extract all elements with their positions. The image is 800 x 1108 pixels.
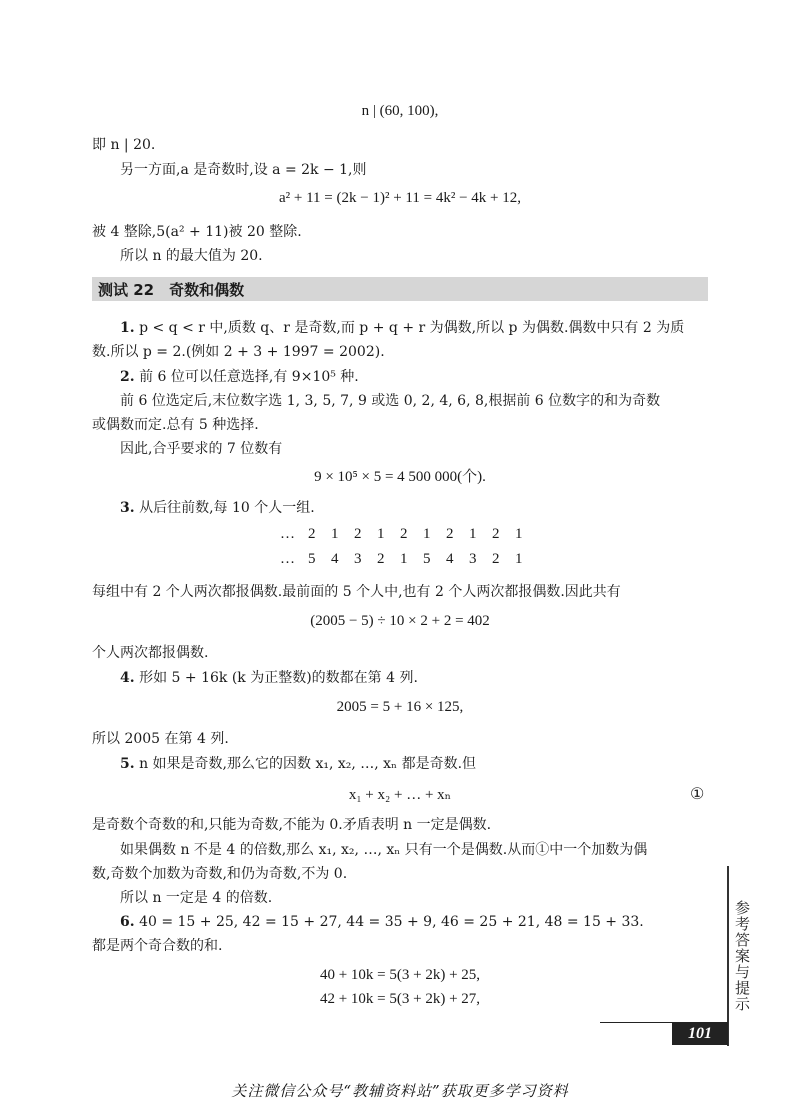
eq-2005: 2005 = 5 + 16 × 125,	[336, 699, 464, 715]
text-line: 每组中有 2 个人两次都报偶数.最前面的 5 个人中,也有 2 个人两次都报偶数.因此共有	[92, 584, 621, 600]
eq-n-divides: n | (60, 100),	[361, 103, 439, 119]
seq-cell: 5	[308, 551, 316, 567]
text-line: 另一方面,a 是奇数时,设 a = 2k − 1,则	[120, 162, 367, 178]
footer-watermark: 关注微信公众号“教辅资料站”获取更多学习资料	[231, 1082, 569, 1100]
seq-cell: 2	[377, 551, 385, 567]
section-title: 测试 22 奇数和偶数	[98, 281, 245, 299]
section-header	[92, 277, 708, 301]
side-label: 参考答案与提示	[733, 900, 751, 1012]
text-line: 个人两次都报偶数.	[92, 645, 209, 661]
text-line: 都是两个奇合数的和.	[92, 938, 223, 954]
eq-count: 9 × 10⁵ × 5 = 4 500 000(个).	[314, 469, 486, 485]
text-line: 所以 2005 在第 4 列.	[92, 731, 229, 747]
problem-5	[120, 754, 476, 774]
text-line: 如果偶数 n 不是 4 的倍数,那么 x₁, x₂, …, xₙ 只有一个是偶数.从而①中一个加数为偶	[120, 842, 648, 858]
seq-cell: 3	[354, 551, 362, 567]
text-line: 因此,合乎要求的 7 位数有	[120, 441, 283, 457]
seq-cell: 1	[423, 526, 431, 542]
problem-text: 前 6 位可以任意选择,有 9×10⁵ 种.	[139, 369, 359, 385]
text-line: 或偶数而定.总有 5 种选择.	[92, 417, 259, 433]
seq-cell: 4	[331, 551, 339, 567]
seq-cell: 2	[400, 526, 408, 542]
problem-4	[120, 668, 418, 688]
text-line: 数.所以 p = 2.(例如 2 + 3 + 1997 = 2002).	[92, 344, 385, 360]
problem-number: 5.	[120, 756, 135, 772]
seq-cell: 3	[469, 551, 477, 567]
problem-text: 40 = 15 + 25, 42 = 15 + 27, 44 = 35 + 9, 46 = 25 + 21, 48 = 15 + 33.	[139, 914, 644, 930]
problem-text: p < q < r 中,质数 q、r 是奇数,而 p + q + r 为偶数,所以 p 为偶数.偶数中只有 2 为质	[139, 320, 685, 336]
problem-number: 3.	[120, 500, 135, 516]
text-line: 数,奇数个加数为奇数,和仍为奇数,不为 0.	[92, 866, 348, 882]
problem-3	[120, 498, 315, 518]
problem-6	[120, 912, 644, 932]
seq-cell: 2	[308, 526, 316, 542]
seq-cell: …	[280, 551, 295, 567]
seq-cell: 5	[423, 551, 431, 567]
text-line: 所以 n 的最大值为 20.	[120, 248, 263, 264]
eq-42: 42 + 10k = 5(3 + 2k) + 27,	[319, 991, 481, 1007]
seq-cell: 1	[515, 551, 523, 567]
seq-cell: 1	[377, 526, 385, 542]
eq-40: 40 + 10k = 5(3 + 2k) + 25,	[319, 967, 481, 983]
seq-cell: 1	[331, 526, 339, 542]
problem-text: n 如果是奇数,那么它的因数 x₁, x₂, …, xₙ 都是奇数.但	[139, 756, 477, 772]
seq-cell: 1	[469, 526, 477, 542]
problem-number: 6.	[120, 914, 135, 930]
problem-text: 形如 5 + 16k (k 为正整数)的数都在第 4 列.	[139, 670, 418, 686]
page-number: 101	[688, 1025, 712, 1042]
seq-cell: 2	[354, 526, 362, 542]
text-line: 即 n | 20.	[92, 137, 156, 153]
problem-text: 从后往前数,每 10 个人一组.	[139, 500, 315, 516]
page-number-box	[672, 1023, 728, 1045]
text-line: 所以 n 一定是 4 的倍数.	[120, 890, 273, 906]
equation-marker: ①	[690, 784, 705, 803]
problem-1	[120, 318, 684, 338]
text-line: 被 4 整除,5(a² + 11)被 20 整除.	[92, 224, 302, 240]
seq-cell: …	[280, 526, 295, 542]
seq-cell: 1	[515, 526, 523, 542]
seq-cell: 1	[400, 551, 408, 567]
eq-402: (2005 − 5) ÷ 10 × 2 + 2 = 402	[310, 613, 490, 629]
text-line: 是奇数个奇数的和,只能为奇数,不能为 0.矛盾表明 n 一定是偶数.	[92, 817, 492, 833]
seq-cell: 2	[492, 551, 500, 567]
problem-number: 2.	[120, 369, 135, 385]
problem-number: 4.	[120, 670, 135, 686]
sequence-row-2	[280, 549, 540, 569]
problem-2	[120, 367, 359, 387]
seq-cell: 2	[492, 526, 500, 542]
side-divider	[727, 866, 729, 1046]
eq-a-squared: a² + 11 = (2k − 1)² + 11 = 4k² − 4k + 12,	[279, 190, 521, 206]
seq-cell: 2	[446, 526, 454, 542]
sequence-row-1	[280, 524, 540, 544]
eq-sum: x₁ + x₂ + … + xₙ	[348, 787, 452, 803]
text-line: 前 6 位选定后,末位数字选 1, 3, 5, 7, 9 或选 0, 2, 4, 6, 8,根据前 6 位数字的和为奇数	[120, 393, 661, 409]
problem-number: 1.	[120, 320, 135, 336]
seq-cell: 4	[446, 551, 454, 567]
